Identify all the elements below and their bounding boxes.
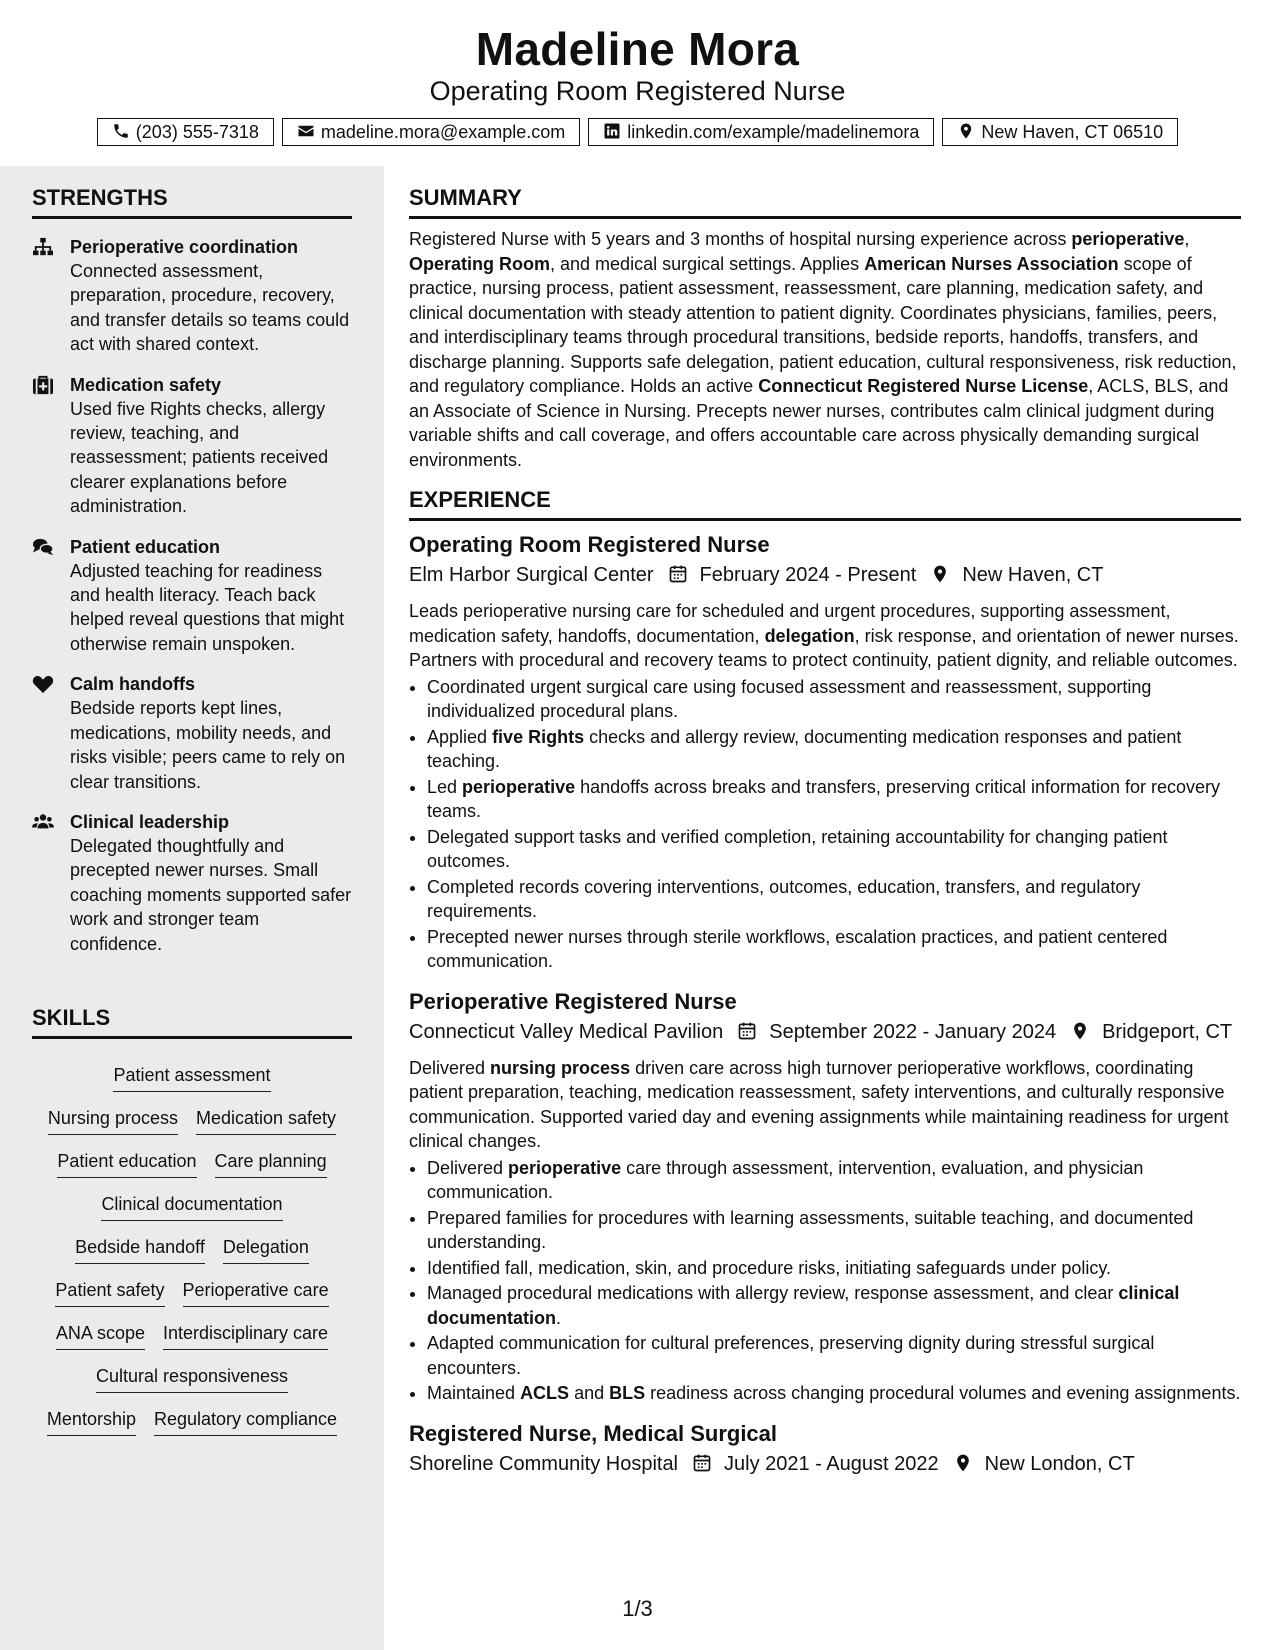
job-bullet: • Led perioperative handoffs across breaks and transfers, preserving critical information for recovery teams. [427,775,1241,824]
summary-text: Registered Nurse with 5 years and 3 months of hospital nursing experience across perioperative, Operating Room, and medical surgical settings. Applies American Nurses Association scope of practice, nursing process, patient assessment, reassessment, care planning, medication safety, and clinical documentation with steady attention to patient dignity. Coordinates physicians, families, peers, and interdisciplinary teams through procedural transitions, bedside reports, handoffs, transfers, and discharge planning. Supports safe delegation, patient education, cultural responsiveness, risk reduction, and regulatory compliance. Holds an active Connecticut Registered Nurse License, ACLS, BLS, and an Associate of Science in Nursing. Precepts newer nurses, contributes calm clinical judgment during variable shifts and call coverage, and offers accountable care across physically demanding surgical environments. [409,229,1237,470]
linkedin-text: linkedin.com/example/madelinemora [627,122,920,142]
strengths-heading: STRENGTHS [32,184,352,219]
summary-heading: SUMMARY [409,184,1241,219]
job-description: Leads perioperative nursing care for scheduled and urgent procedures, supporting assessment, medication safety, handoffs, documentation, delegation, risk response, and orientation of newer nurses. Partners with procedural and recovery teams to protect continuity, patient dignity, and reliable outcomes. [409,601,1239,670]
strength-item [32,672,352,794]
job-title: Operating Room Registered Nurse [409,532,770,557]
main-content [409,166,1241,1478]
calendar-icon [692,1453,714,1475]
sitemap-icon [32,235,70,357]
strength-text: Adjusted teaching for readiness and health literacy. Teach back helped reveal questions that might otherwise remain unspoken. [70,560,345,654]
job-dates: September 2022 - January 2024 [769,1020,1057,1043]
strength-title: Perioperative coordination [70,237,299,257]
strength-text: Delegated thoughtfully and precepted newer nurses. Small coaching moments supported safer work and stronger team confidence. [70,835,352,954]
users-icon [32,810,70,956]
job-entry [409,531,1241,974]
phone-text: (203) 555-7318 [135,122,259,142]
job-entry [409,1420,1241,1478]
job-bullet: • Maintained ACLS and BLS readiness across changing procedural volumes and evening assignments. [427,1381,1241,1406]
email-text: madeline.mora@example.com [320,122,566,142]
page-indicator: 1/3 [622,1596,653,1621]
job-location: New Haven, CT [962,564,1104,586]
strength-title: Patient education [70,536,221,557]
candidate-name: Madeline Mora [475,23,800,75]
contact-location [942,118,1178,146]
map-marker-icon [953,1453,975,1475]
comments-icon [32,535,70,657]
job-dates: July 2021 - August 2022 [724,1452,939,1475]
map-marker-icon [1070,1021,1092,1043]
job-dates: February 2024 - Present [699,564,917,586]
job-entry [409,988,1241,1406]
experience-heading: EXPERIENCE [409,486,1241,521]
job-bullet: • Identified fall, medication, skin, and procedure risks, initiating safeguards under policy. [427,1256,1241,1281]
skill-tag: Patient education [57,1145,196,1178]
strength-title: Clinical leadership [70,811,230,832]
skills-list [32,1049,352,1436]
resume-header [0,0,1275,146]
location-text: New Haven, CT 06510 [981,122,1164,142]
job-employer: Elm Harbor Surgical Center [409,564,654,586]
skill-tag: Patient assessment [113,1059,270,1092]
job-meta [409,561,1241,589]
map-marker-icon [930,564,952,586]
contact-linkedin[interactable] [588,118,934,146]
strength-text: Bedside reports kept lines, medications, mobility needs, and risks visible; peers came to rely on clear transitions. [70,698,346,792]
candidate-title: Operating Room Registered Nurse [429,76,846,106]
skill-tag: ANA scope [56,1317,145,1350]
envelope-icon [297,122,317,142]
contact-email[interactable] [282,118,580,146]
map-marker-icon [957,122,977,142]
job-bullets [409,675,1241,974]
job-bullet: • Applied five Rights checks and allergy review, documenting medication responses and patient teaching. [427,725,1241,774]
skill-tag: Mentorship [47,1403,136,1436]
contact-phone[interactable] [97,118,274,146]
skill-tag: Bedside handoff [75,1231,205,1264]
skill-tag: Regulatory compliance [154,1403,337,1436]
sidebar [0,166,384,1650]
skill-tag: Delegation [223,1231,309,1264]
job-bullet: • Precepted newer nurses through sterile workflows, escalation practices, and patient centered communication. [427,925,1241,974]
skill-tag: Interdisciplinary care [163,1317,328,1350]
skill-tag: Nursing process [48,1102,178,1135]
job-bullet: • Prepared families for procedures with learning assessments, suitable teaching, and documented understanding. [427,1206,1241,1255]
calendar-icon [737,1021,759,1043]
skill-tag: Medication safety [196,1102,336,1135]
job-location: New London, CT [984,1452,1135,1475]
skills-section [32,1004,352,1436]
contact-bar [0,118,1275,146]
job-bullet: • Managed procedural medications with allergy review, response assessment, and clear clinical documentation. [427,1281,1241,1330]
job-bullets [409,1156,1241,1406]
skill-tag: Cultural responsiveness [96,1360,288,1393]
job-meta [409,1018,1241,1046]
strengths-section [32,184,352,956]
job-bullet: • Adapted communication for cultural preferences, preserving dignity during stressful surgical encounters. [427,1331,1241,1380]
skill-tag: Care planning [215,1145,327,1178]
heart-icon [32,672,70,794]
job-bullet: • Delivered perioperative care through assessment, intervention, evaluation, and physician communication. [427,1156,1241,1205]
strength-text: Used five Rights checks, allergy review, teaching, and reassessment; patients received clearer explanations before administration. [70,398,329,517]
skills-heading: SKILLS [32,1004,352,1039]
job-employer: Shoreline Community Hospital [409,1452,679,1475]
strength-text: Connected assessment, preparation, procedure, recovery, and transfer details so teams could act with shared context. [70,261,350,355]
job-bullet: • Delegated support tasks and verified completion, retaining accountability for changing patient outcomes. [427,825,1241,874]
job-title: Perioperative Registered Nurse [409,988,737,1014]
job-bullet: • Coordinated urgent surgical care using focused assessment and reassessment, supporting individualized procedural plans. [427,675,1241,724]
page-number [0,1596,1275,1622]
linkedin-icon [603,122,623,142]
strength-item [32,235,352,357]
strength-title: Medication safety [70,374,222,395]
job-bullet: • Completed records covering interventions, outcomes, education, transfers, and regulatory requirements. [427,875,1241,924]
strength-item [32,810,352,956]
job-employer: Connecticut Valley Medical Pavilion [409,1020,724,1043]
strength-title: Calm handoffs [70,674,196,695]
strength-item [32,535,352,657]
strength-item [32,373,352,519]
skill-tag: Clinical documentation [101,1188,282,1221]
job-meta [409,1450,1241,1478]
skill-tag: Perioperative care [183,1274,329,1307]
job-list [409,531,1241,1478]
medical-kit-icon [32,373,70,519]
job-description: Delivered nursing process driven care across high turnover perioperative workflows, coordinating patient preparation, teaching, medication reassessment, safety interventions, and culturally responsive communication. Supported varied day and evening assignments while maintaining readiness for urgent clinical changes. [409,1057,1229,1151]
job-title: Registered Nurse, Medical Surgical [409,1420,778,1446]
experience-section [409,486,1241,1478]
skill-tag: Patient safety [55,1274,164,1307]
job-location: Bridgeport, CT [1102,1020,1233,1043]
summary-section [409,184,1241,472]
calendar-icon [668,564,690,586]
phone-icon [112,122,132,142]
